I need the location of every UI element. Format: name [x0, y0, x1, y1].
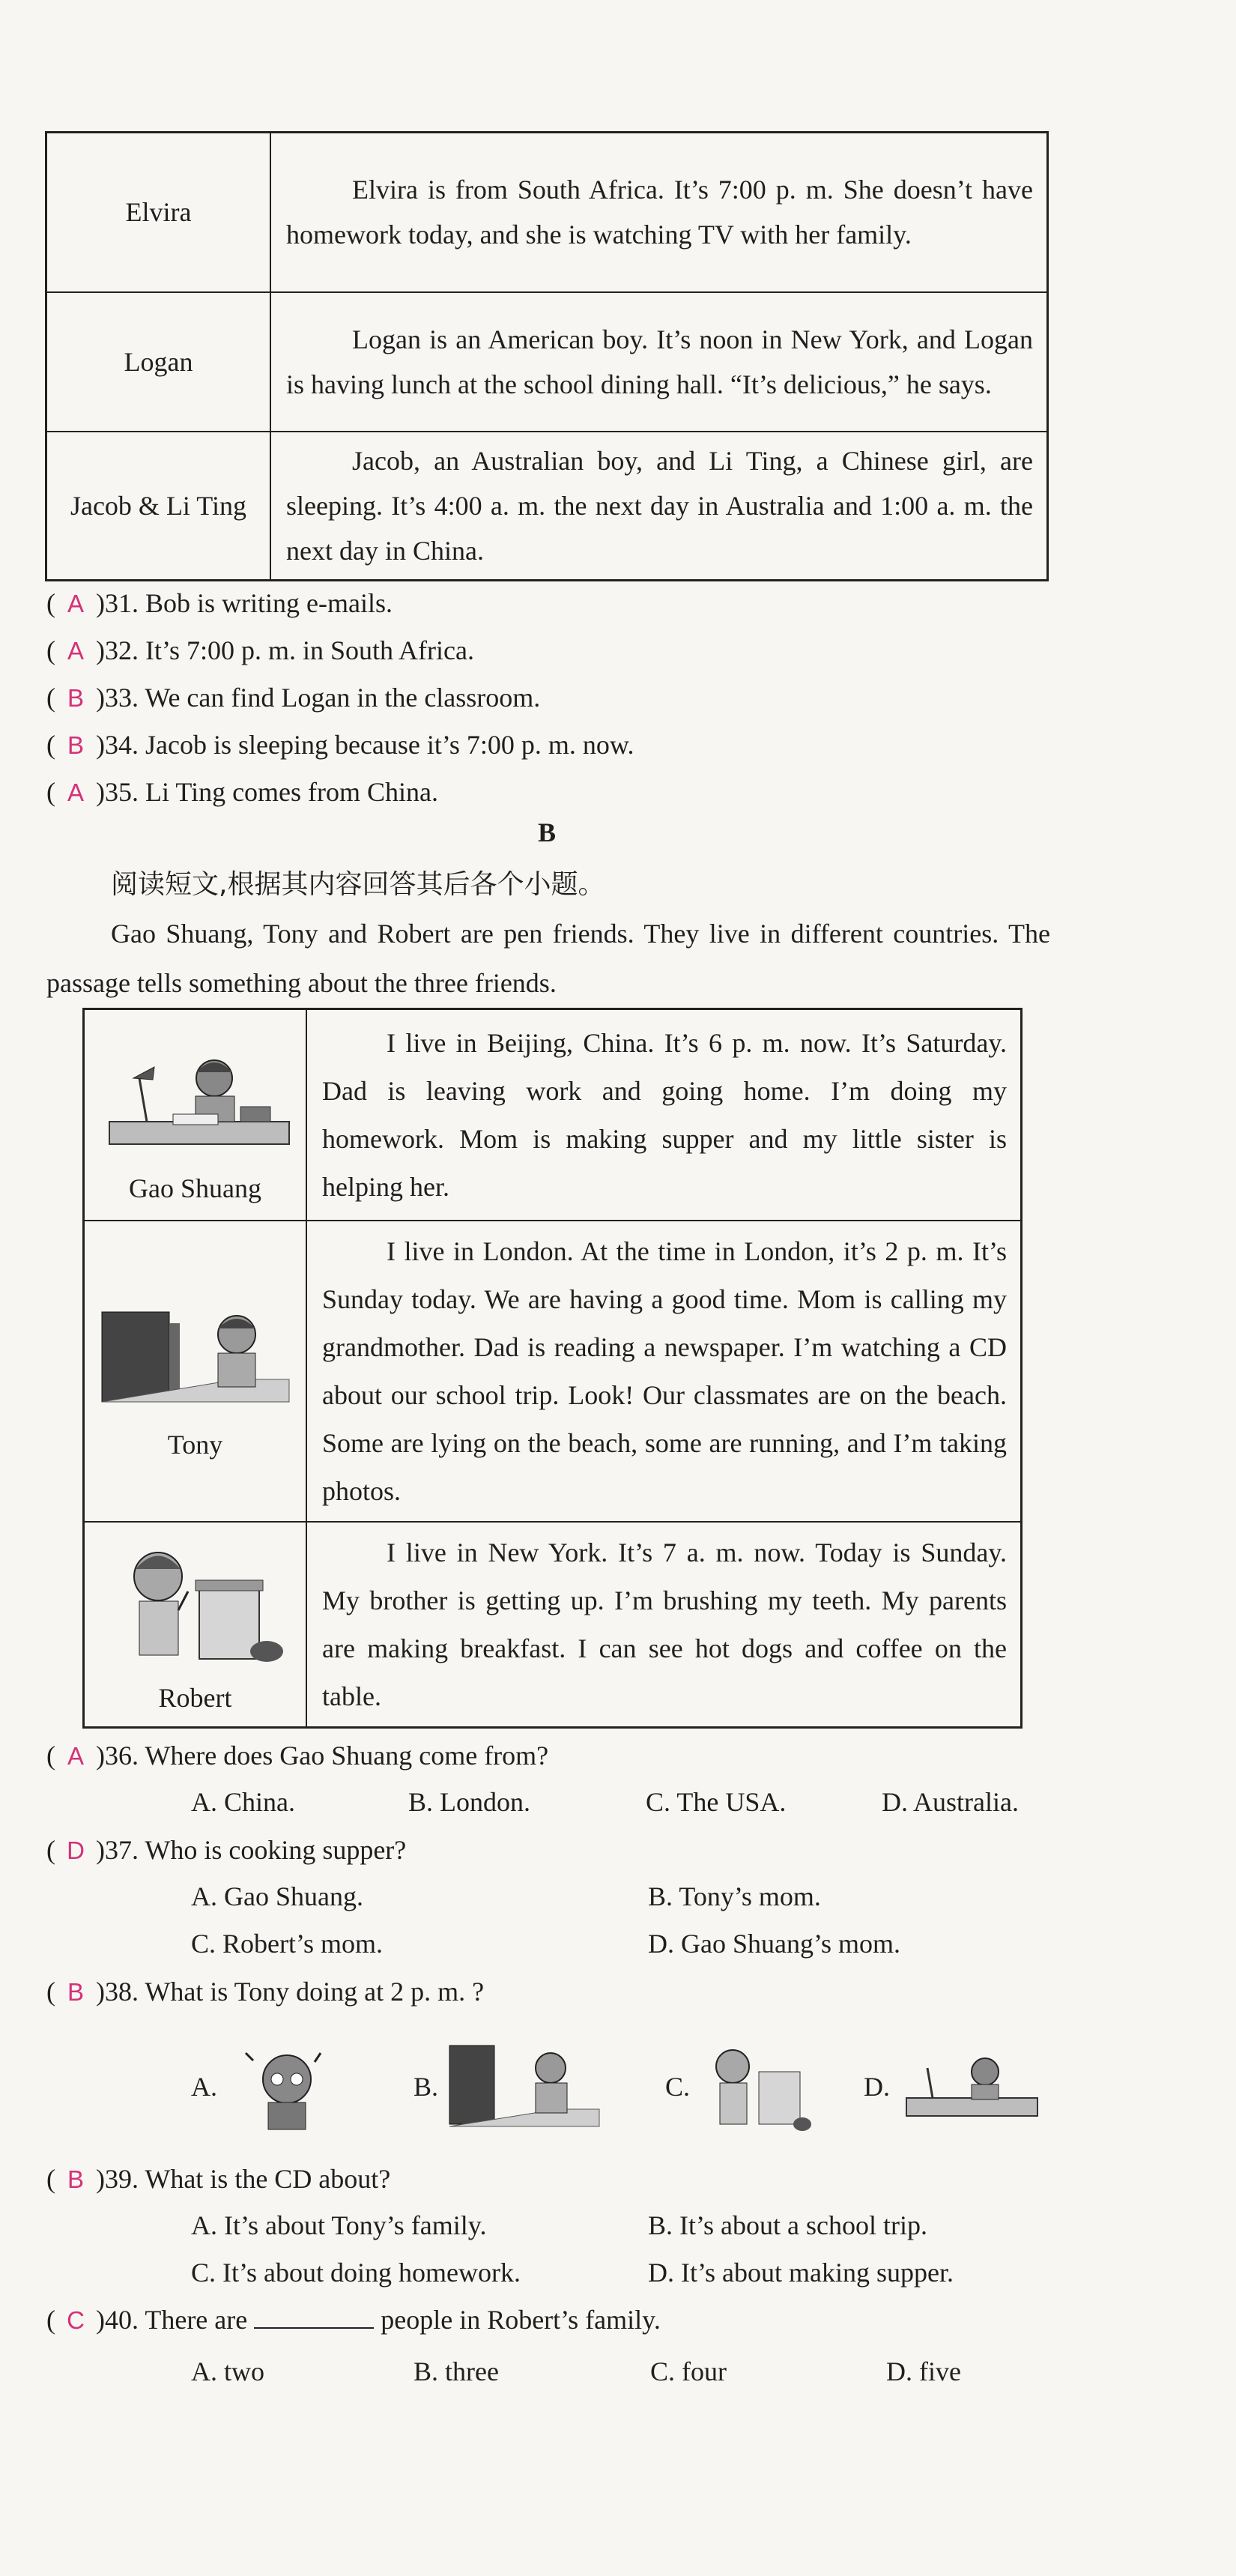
option-b: B. It’s about a school trip.	[648, 2210, 927, 2240]
person-name: Robert	[158, 1682, 232, 1713]
option-c: C. four	[650, 2356, 727, 2386]
option-b: B. three	[413, 2356, 499, 2386]
person-name: Logan	[46, 292, 271, 432]
answer-blank	[254, 2302, 374, 2329]
girl-thinking-illustration	[231, 2038, 343, 2135]
question-text: 35. Li Ting comes from China.	[105, 777, 439, 807]
person-name: Tony	[167, 1429, 223, 1460]
question-37: ( D )37. Who is cooking supper?	[46, 1831, 406, 1869]
question-text: 39. What is the CD about?	[105, 2164, 391, 2194]
person-name: Gao Shuang	[129, 1173, 261, 1203]
option-label: D.	[864, 2072, 890, 2102]
option-a: A. It’s about Tony’s family.	[191, 2210, 487, 2240]
question-39: ( B )39. What is the CD about?	[46, 2160, 390, 2198]
option-d: D. It’s about making supper.	[648, 2258, 954, 2288]
section-intro: Gao Shuang, Tony and Robert are pen friends. They live in different countries. The passage tells something about the three friends.	[46, 919, 1050, 998]
question-text-end: people in Robert’s family.	[381, 2305, 661, 2335]
boy-watching-tv-illustration	[446, 2038, 603, 2135]
question-34: ( B )34. Jacob is sleeping because it’s 7:00 p. m. now.	[46, 726, 634, 764]
answer-mark: A	[67, 637, 84, 665]
question-36: ( A )36. Where does Gao Shuang come from?	[46, 1737, 548, 1775]
question-35: ( A )35. Li Ting comes from China.	[46, 773, 438, 811]
person-description: Logan is an American boy. It’s noon in New York, and Logan is having lunch at the school dining hall. “It’s delicious,” he says.	[270, 292, 1048, 432]
section-instruction: 阅读短文,根据其内容回答其后各个小题。	[111, 869, 605, 900]
time-zone-table	[45, 131, 1049, 581]
option-a: A. China.	[191, 1787, 295, 1817]
answer-mark: B	[67, 684, 84, 712]
option-c: C. Robert’s mom.	[191, 1929, 384, 1959]
answer-mark: A	[67, 778, 84, 806]
answer-mark: A	[67, 1742, 84, 1770]
boy-doing-homework-illustration	[899, 2038, 1041, 2135]
option-b: B. London.	[408, 1787, 531, 1817]
question-32: ( A )32. It’s 7:00 p. m. in South Africa.	[46, 632, 474, 670]
answer-mark: B	[67, 731, 84, 759]
boy-brushing-teeth-illustration	[699, 2038, 811, 2135]
picture-option-a	[191, 2038, 343, 2135]
option-a: A. Gao Shuang.	[191, 1881, 363, 1911]
person-description: I live in London. At the time in London, it’s 2 p. m. It’s Sunday today. We are having a good time. Mom is calling my grandmother. Dad is reading a newspaper. I’m watching a CD about our school trip. Look! Our classmates are on the beach. Some are lying on the beach, some are running, and I’m taking photos.	[306, 1221, 1022, 1522]
answer-mark: A	[67, 590, 84, 617]
pen-friends-table	[82, 1008, 1023, 1729]
question-text: 37. Who is cooking supper?	[105, 1835, 407, 1865]
person-description: Jacob, an Australian boy, and Li Ting, a Chinese girl, are sleeping. It’s 4:00 a. m. the next day in Australia and 1:00 a. m. the next day in China.	[270, 432, 1048, 581]
question-text: 40. There are	[105, 2305, 248, 2335]
question-text: 31. Bob is writing e-mails.	[105, 588, 393, 618]
table-row	[46, 133, 1048, 292]
question-40: ( C )40. There are people in Robert’s family.	[46, 2301, 661, 2339]
answer-mark: B	[67, 2165, 84, 2193]
picture-option-c	[665, 2038, 811, 2135]
table-row	[84, 1221, 1022, 1522]
boy-watching-tv-illustration	[94, 1282, 297, 1424]
person-description: Elvira is from South Africa. It’s 7:00 p. m. She doesn’t have homework today, and she is watching TV with her family.	[270, 133, 1048, 292]
option-d: D. five	[886, 2356, 961, 2386]
question-33: ( B )33. We can find Logan in the classroom.	[46, 679, 540, 717]
boy-doing-homework-illustration	[94, 1026, 297, 1168]
picture-option-b	[413, 2038, 603, 2135]
table-row	[46, 292, 1048, 432]
question-31: ( A )31. Bob is writing e-mails.	[46, 584, 393, 623]
picture-option-d	[864, 2038, 1041, 2135]
option-c: C. The USA.	[646, 1787, 787, 1817]
person-description: I live in Beijing, China. It’s 6 p. m. now. It’s Saturday. Dad is leaving work and going home. I’m doing my homework. Mom is making supper and my little sister is helping her.	[306, 1009, 1022, 1221]
table-row	[46, 432, 1048, 581]
answer-mark: C	[67, 2306, 85, 2334]
person-name: Elvira	[46, 133, 271, 292]
option-label: A.	[191, 2072, 217, 2102]
option-a: A. two	[191, 2356, 264, 2386]
question-text: 34. Jacob is sleeping because it’s 7:00 p. m. now.	[105, 730, 634, 760]
person-name: Jacob & Li Ting	[46, 432, 271, 581]
answer-mark: D	[67, 1836, 85, 1864]
question-text: 32. It’s 7:00 p. m. in South Africa.	[105, 635, 474, 665]
option-d: D. Gao Shuang’s mom.	[648, 1929, 900, 1959]
boy-brushing-teeth-illustration	[94, 1535, 297, 1678]
question-38: ( B )38. What is Tony doing at 2 p. m. ?	[46, 1973, 484, 2011]
option-label: C.	[665, 2072, 691, 2102]
table-row	[84, 1009, 1022, 1221]
question-text: 38. What is Tony doing at 2 p. m. ?	[105, 1977, 485, 2007]
section-title: B	[537, 817, 556, 847]
question-text: 33. We can find Logan in the classroom.	[105, 683, 541, 713]
option-label: B.	[413, 2072, 439, 2102]
table-row	[84, 1522, 1022, 1728]
answer-mark: B	[67, 1978, 84, 2006]
option-b: B. Tony’s mom.	[648, 1881, 821, 1911]
question-text: 36. Where does Gao Shuang come from?	[105, 1741, 549, 1771]
option-d: D. Australia.	[882, 1787, 1019, 1817]
option-c: C. It’s about doing homework.	[191, 2258, 521, 2288]
person-description: I live in New York. It’s 7 a. m. now. Today is Sunday. My brother is getting up. I’m brushing my teeth. My parents are making breakfast. I can see hot dogs and coffee on the table.	[306, 1522, 1022, 1728]
